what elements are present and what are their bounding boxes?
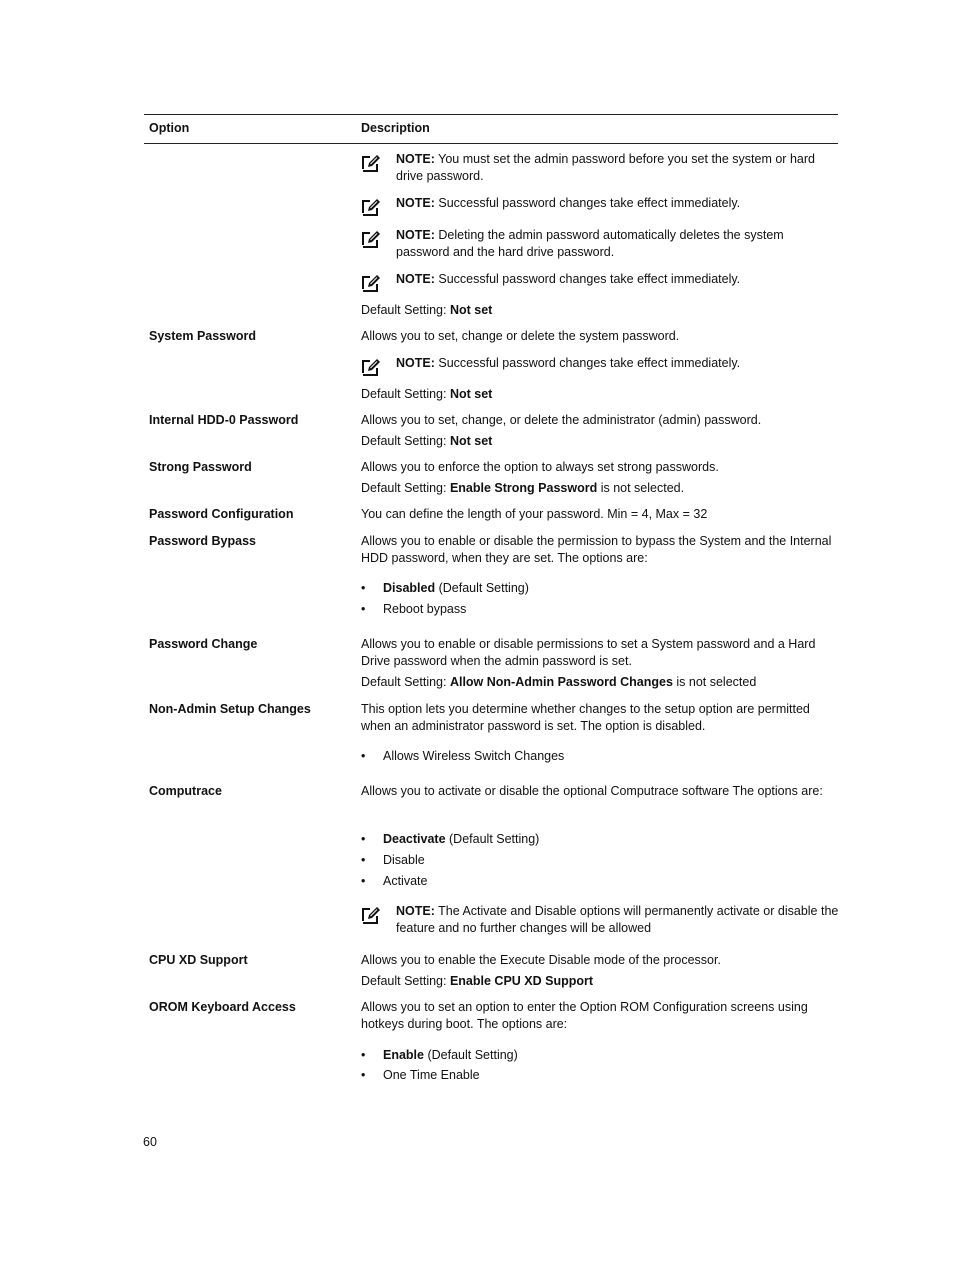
note-pencil-icon	[361, 197, 381, 217]
note-text: Successful password changes take effect immediately.	[438, 196, 741, 210]
default-value: Enable CPU XD Support	[449, 974, 594, 988]
default-setting: Default Setting: Not set	[361, 387, 493, 401]
note-text: The Activate and Disable options will permanently activate or disable the feature and no further changes will be allowed	[396, 904, 839, 935]
note	[361, 151, 839, 183]
default-value: Not set	[449, 303, 493, 317]
option-password-bypass: Password Bypass	[149, 534, 256, 548]
default-value: Enable Strong Password	[449, 481, 598, 495]
note	[361, 355, 839, 379]
option-internal-hdd-password: Internal HDD-0 Password	[149, 413, 299, 427]
note-pencil-icon	[361, 153, 381, 173]
default-setting: Default Setting: Enable CPU XD Support	[361, 974, 594, 988]
description: Allows you to enforce the option to always set strong passwords.	[361, 460, 719, 474]
option-orom-keyboard-access: OROM Keyboard Access	[149, 1000, 296, 1014]
note-pencil-icon	[361, 273, 381, 293]
default-setting: Default Setting: Enable Strong Password is not selected.	[361, 481, 685, 495]
header-description: Description	[361, 121, 430, 135]
note	[361, 271, 839, 295]
default-setting: Default Setting: Allow Non-Admin Password Changes is not selected	[361, 675, 757, 689]
description: Allows you to set an option to enter the Option ROM Configuration screens using hotkeys during boot. The options are:	[361, 1000, 808, 1031]
default-value: Not set	[449, 434, 493, 448]
description: Allows you to enable or disable permissions to set a System password and a Hard Drive password when the admin password is set.	[361, 637, 816, 668]
note-text: Successful password changes take effect immediately.	[438, 272, 741, 286]
option-cpu-xd-support: CPU XD Support	[149, 953, 248, 967]
option-system-password: System Password	[149, 329, 256, 343]
page-number: 60	[143, 1135, 157, 1149]
note-pencil-icon	[361, 357, 381, 377]
description: Allows you to set, change, or delete the administrator (admin) password.	[361, 413, 762, 427]
description: You can define the length of your password. Min = 4, Max = 32	[361, 507, 708, 521]
note-label: NOTE:	[396, 196, 435, 210]
option-non-admin-setup-changes: Non-Admin Setup Changes	[149, 702, 311, 716]
note-text: Successful password changes take effect immediately.	[438, 356, 741, 370]
note-text: Deleting the admin password automatically deletes the system password and the hard drive password.	[396, 228, 784, 259]
header-option: Option	[149, 121, 190, 135]
table-header	[144, 114, 838, 144]
note-label: NOTE:	[396, 228, 435, 242]
option-strong-password: Strong Password	[149, 460, 252, 474]
description: Allows you to set, change or delete the system password.	[361, 329, 680, 343]
default-setting: Default Setting: Not set	[361, 434, 493, 448]
note-label: NOTE:	[396, 272, 435, 286]
default-value: Allow Non-Admin Password Changes	[449, 675, 673, 689]
note-pencil-icon	[361, 229, 381, 249]
description: Allows you to enable the Execute Disable mode of the processor.	[361, 953, 721, 967]
default-setting: Default Setting: Not set	[361, 303, 493, 317]
default-value: Not set	[449, 387, 493, 401]
note-label: NOTE:	[396, 904, 435, 918]
note	[361, 903, 839, 935]
note-label: NOTE:	[396, 356, 435, 370]
option-password-change: Password Change	[149, 637, 258, 651]
option-password-configuration: Password Configuration	[149, 507, 294, 521]
note	[361, 227, 839, 259]
description: Allows you to enable or disable the permission to bypass the System and the Internal HDD password, when they are set. The options are:	[361, 534, 832, 565]
description: This option lets you determine whether changes to the setup option are permitted when an administrator password is set. The option is disabled.	[361, 702, 810, 733]
description: Allows you to activate or disable the optional Computrace software The options are:	[361, 784, 823, 798]
option-computrace: Computrace	[149, 784, 222, 798]
note	[361, 195, 839, 219]
note-pencil-icon	[361, 905, 381, 925]
note-label: NOTE:	[396, 152, 435, 166]
note-text: You must set the admin password before you set the system or hard drive password.	[396, 152, 815, 183]
